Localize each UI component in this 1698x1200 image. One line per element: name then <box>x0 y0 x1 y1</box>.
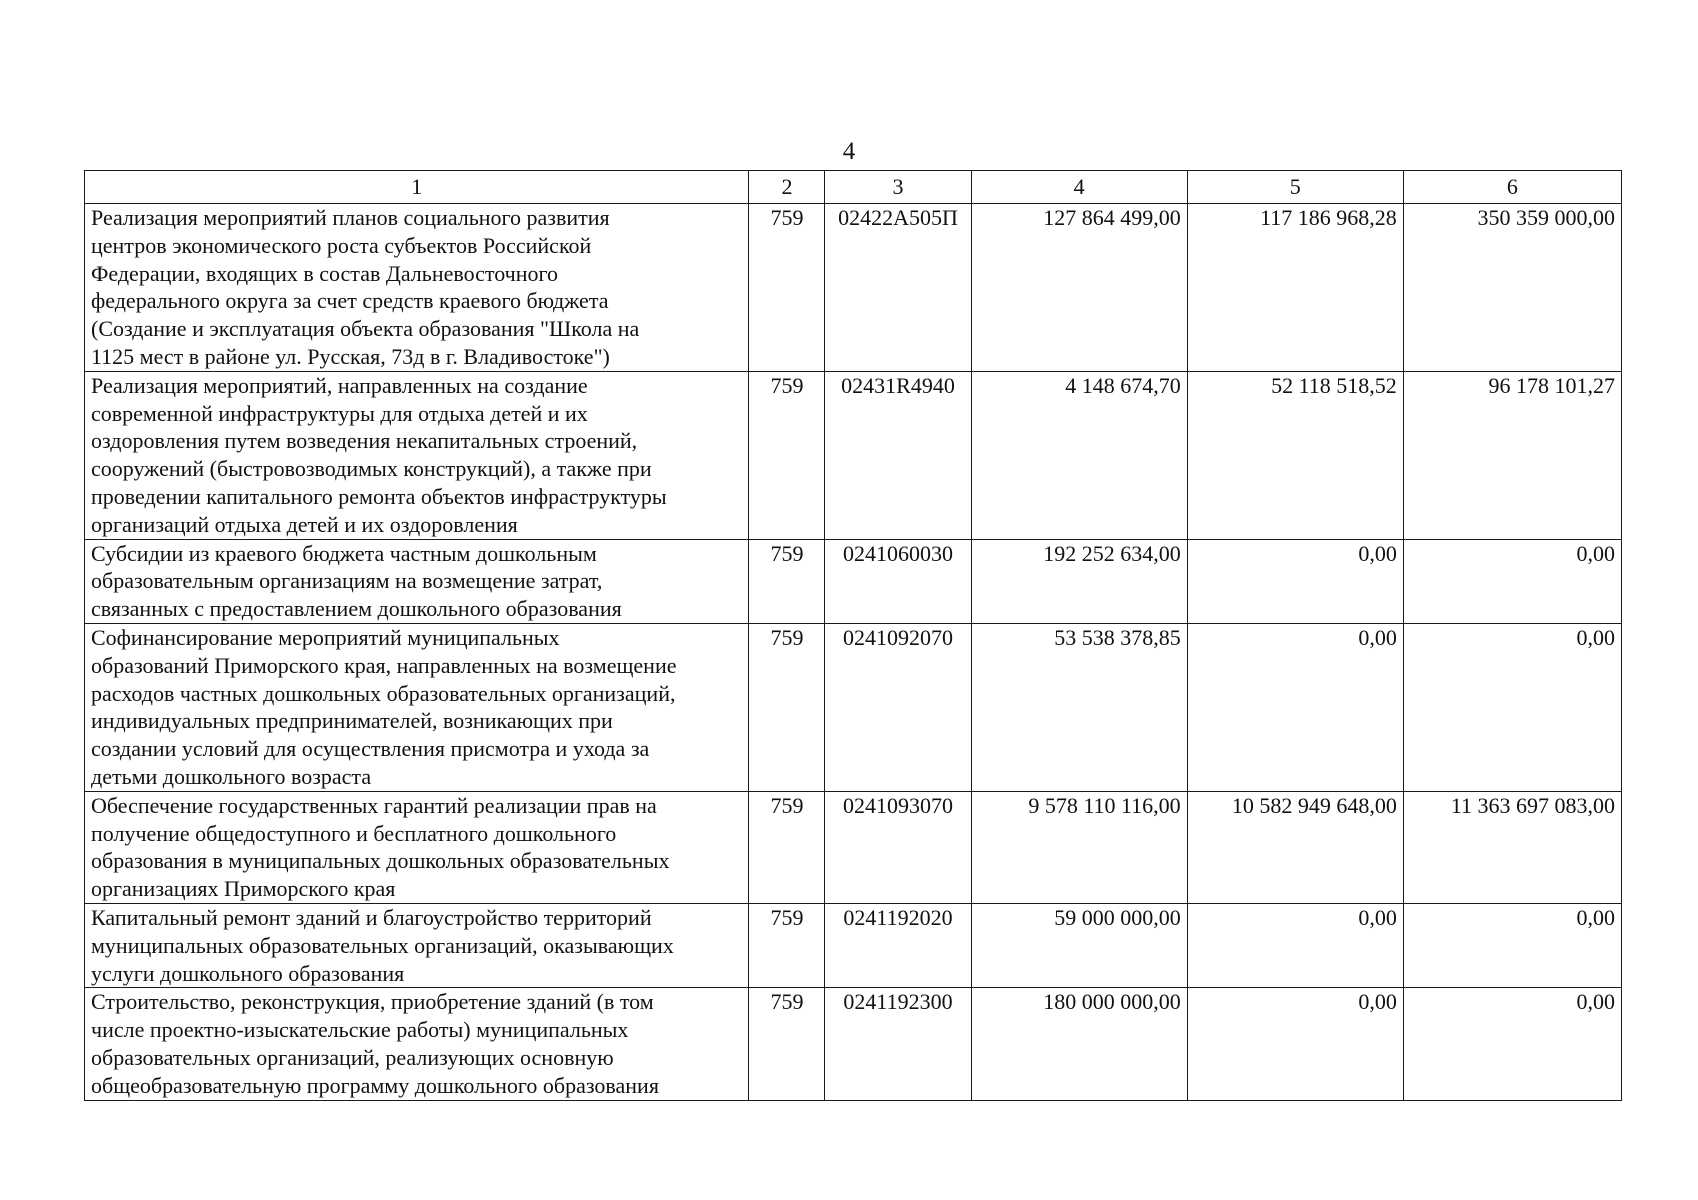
amount-year-1: 192 252 634,00 <box>971 539 1187 623</box>
amount-year-2: 117 186 968,28 <box>1187 204 1403 372</box>
target-item-code: 02431R4940 <box>825 371 971 539</box>
department-code: 759 <box>749 623 825 791</box>
column-header-6: 6 <box>1403 171 1621 204</box>
amount-year-3: 0,00 <box>1403 903 1621 987</box>
department-code: 759 <box>749 371 825 539</box>
amount-year-1: 53 538 378,85 <box>971 623 1187 791</box>
amount-year-2: 0,00 <box>1187 903 1403 987</box>
amount-year-1: 9 578 110 116,00 <box>971 791 1187 903</box>
expense-name: Капитальный ремонт зданий и благоустройство территорий муниципальных образовательных организаций, оказывающих услуги дошкольного образования <box>85 903 749 987</box>
table-row <box>85 988 1622 1100</box>
expense-name: Строительство, реконструкция, приобретение зданий (в том числе проектно-изыскательские работы) муниципальных образовательных организаций, реализующих основную общеобразовательную программу дошкольного образования <box>85 988 749 1100</box>
department-code: 759 <box>749 204 825 372</box>
amount-year-3: 0,00 <box>1403 539 1621 623</box>
column-header-5: 5 <box>1187 171 1403 204</box>
amount-year-3: 0,00 <box>1403 988 1621 1100</box>
header-row <box>85 171 1622 204</box>
expense-name: Софинансирование мероприятий муниципальных образований Приморского края, направленных на возмещение расходов частных дошкольных образовательных организаций, индивидуальных предпринимателей, возникающих при создании условий для осуществления присмотра и ухода за детьми дошкольного возраста <box>85 623 749 791</box>
expense-name: Обеспечение государственных гарантий реализации прав на получение общедоступного и бесплатного дошкольного образования в муниципальных дошкольных образовательных организациях Приморского края <box>85 791 749 903</box>
target-item-code: 02422А505П <box>825 204 971 372</box>
amount-year-1: 180 000 000,00 <box>971 988 1187 1100</box>
amount-year-2: 0,00 <box>1187 539 1403 623</box>
amount-year-1: 59 000 000,00 <box>971 903 1187 987</box>
department-code: 759 <box>749 988 825 1100</box>
amount-year-2: 0,00 <box>1187 623 1403 791</box>
table-row <box>85 623 1622 791</box>
table-row <box>85 539 1622 623</box>
target-item-code: 0241192020 <box>825 903 971 987</box>
column-header-3: 3 <box>825 171 971 204</box>
column-header-2: 2 <box>749 171 825 204</box>
expense-name: Реализация мероприятий планов социального развития центров экономического роста субъектов Российской Федерации, входящих в состав Дальневосточного федерального округа за счет средств краевого бюджета (Создание и эксплуатация объекта образования "Школа на 1125 мест в районе ул. Русская, 73д в г. Владивостоке") <box>85 204 749 372</box>
table-row <box>85 903 1622 987</box>
amount-year-1: 4 148 674,70 <box>971 371 1187 539</box>
target-item-code: 0241092070 <box>825 623 971 791</box>
target-item-code: 0241060030 <box>825 539 971 623</box>
table-row <box>85 371 1622 539</box>
amount-year-3: 96 178 101,27 <box>1403 371 1621 539</box>
amount-year-3: 11 363 697 083,00 <box>1403 791 1621 903</box>
amount-year-2: 10 582 949 648,00 <box>1187 791 1403 903</box>
table-row <box>85 204 1622 372</box>
department-code: 759 <box>749 539 825 623</box>
page-number: 4 <box>842 138 856 165</box>
amount-year-2: 0,00 <box>1187 988 1403 1100</box>
expense-name: Реализация мероприятий, направленных на создание современной инфраструктуры для отдыха детей и их оздоровления путем возведения некапитальных строений, сооружений (быстровозводимых конструкций), а также при проведении капитального ремонта объектов инфраструктуры организаций отдыха детей и их оздоровления <box>85 371 749 539</box>
amount-year-3: 350 359 000,00 <box>1403 204 1621 372</box>
amount-year-3: 0,00 <box>1403 623 1621 791</box>
department-code: 759 <box>749 903 825 987</box>
budget-table <box>84 170 1622 1101</box>
table-row <box>85 791 1622 903</box>
column-header-1: 1 <box>85 171 749 204</box>
department-code: 759 <box>749 791 825 903</box>
column-header-4: 4 <box>971 171 1187 204</box>
amount-year-2: 52 118 518,52 <box>1187 371 1403 539</box>
expense-name: Субсидии из краевого бюджета частным дошкольным образовательным организациям на возмещение затрат, связанных с предоставлением дошкольного образования <box>85 539 749 623</box>
amount-year-1: 127 864 499,00 <box>971 204 1187 372</box>
target-item-code: 0241093070 <box>825 791 971 903</box>
target-item-code: 0241192300 <box>825 988 971 1100</box>
